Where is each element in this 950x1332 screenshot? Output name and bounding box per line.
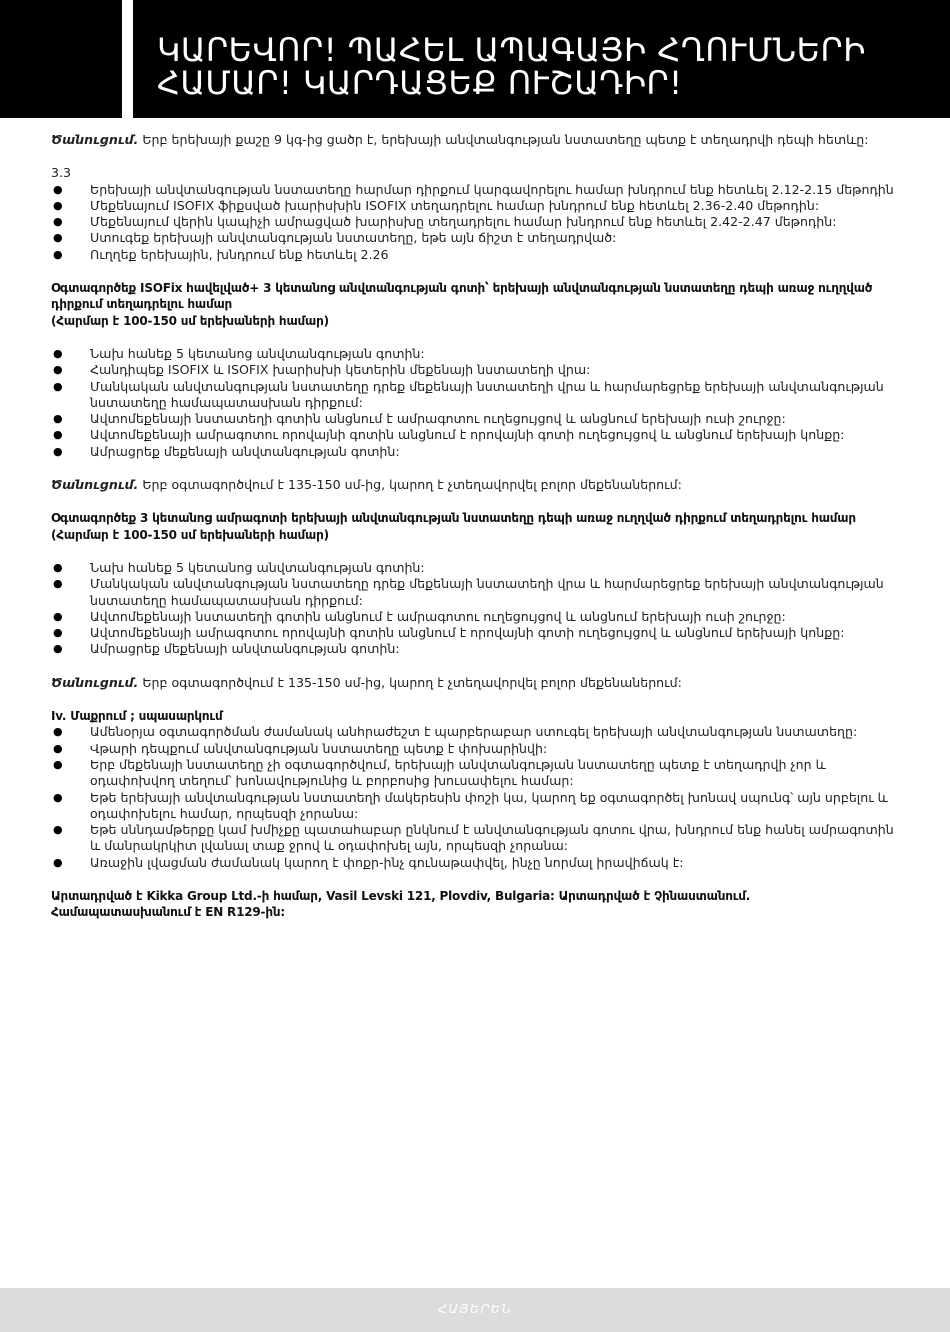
manufacturer-info	[51, 888, 901, 921]
list-item: ● Մեքենայում ISOFIX ֆիքսված խարիսխին ISOFIX տեղադրելու համար խնդրում ենք հետևել 2.36-2.40 մեթոդին:	[51, 198, 901, 214]
section-heading-isofix	[51, 280, 901, 329]
note-label: Ծանուցում.	[51, 477, 139, 493]
footer-bar	[0, 1288, 950, 1332]
heading-line: (Հարմար է 100-150 սմ երեխաների համար)	[51, 527, 329, 542]
list-item: ● Ամենօրյա օգտագործման ժամանակ անհրաժեշտ է պարբերաբար ստուգել երեխայի անվտանգության նստատեղը:	[51, 724, 901, 740]
list-item: ● Ստուգեք երեխայի անվտանգության նստատեղը, եթե այն ճիշտ է տեղադրված:	[51, 230, 901, 246]
section-number: 3.3	[51, 165, 72, 181]
list-item: ● Նախ հանեք 5 կետանոց անվտանգության գոտին:	[51, 346, 901, 362]
list-item: ● Հանդիպեք ISOFIX և ISOFIX խարիսխի կետերին մեքենայի նստատեղի վրա:	[51, 362, 901, 378]
list-item: ● Առաջին լվացման ժամանակ կարող է փոքր-ինչ գունաթափվել, ինչը նորմալ իրավիճակ է:	[51, 855, 901, 871]
note-label: Ծանուցում.	[51, 132, 139, 147]
note-paragraph	[51, 132, 901, 148]
section-heading-cleaning: Iv. Մաքրում ; սպասարկում	[51, 709, 223, 724]
list-item: ● Երբ մեքենայի նստատեղը չի օգտագործվում, երեխայի անվտանգության նստատեղը պետք է տեղադրվի չոր և օդափոխվող տեղում՝ խոնավությունից և բորբոսից խուսափելու համար:	[51, 757, 901, 790]
bullet-list-3point	[51, 560, 901, 658]
list-item: ● Մանկական անվտանգության նստատեղը դրեք մեքենայի նստատեղի վրա և հարմարեցրեք երեխայի անվտանգության նստատեղը համապատասխան դիրքում:	[51, 576, 901, 609]
bullet-list-3-3	[51, 182, 901, 263]
note-text: Երբ օգտագործվում է 135-150 սմ-ից, կարող է չտեղավորվել բոլոր մեքենաներում:	[138, 674, 682, 690]
list-item: ● Եթե սննդամթերքը կամ խմիչքը պատահաբար ընկնում է անվտանգության գոտու վրա, խնդրում ենք հանել ամրագոտին և մանրակրկիտ լվանալ տաք ջրով և օդափոխել այն, որպեսզի չորանա:	[51, 822, 901, 855]
footer-language-label: ՀԱՅԵՐԵՆ	[437, 1301, 513, 1316]
note-paragraph	[51, 675, 901, 691]
list-item: ● Ամրացրեք մեքենայի անվտանգության գոտին:	[51, 641, 901, 657]
section-heading-3point	[51, 510, 901, 543]
page-title-line2: ՀԱՄԱՐ! ԿԱՐԴԱՑԵՔ ՈՒՇԱԴԻՐ!	[157, 64, 683, 102]
page-title-line1: ԿԱՐԵՎՈՐ! ՊԱՀԵԼ ԱՊԱԳԱՅԻ ՀՂՈՒՄՆԵՐԻ	[157, 31, 866, 69]
note-label: Ծանուցում.	[51, 674, 139, 690]
list-item: ● Ավտոմեքենայի ամրագոտու որովայնի գոտին անցնում է որովայնի գոտի ուղեցույցով և անցնում երեխայի կոնքը:	[51, 427, 901, 443]
list-item: ● Ավտոմեքենայի նստատեղի գոտին անցնում է ամրագոտու ուղեցույցով և անցնում երեխայի ուսի շուրջը:	[51, 609, 901, 625]
list-item: ● Ուղղեք երեխային, խնդրում ենք հետևել 2.26	[51, 247, 901, 263]
note-text: Երբ երեխայի քաշը 9 կգ-ից ցածր է, երեխայի անվտանգության նստատեղը պետք է տեղադրվի դեպի հետևը:	[138, 132, 869, 147]
manufacturer-line: Արտադրված է Kikka Group Ltd.-ի համար, Vasil Levski 121, Plovdiv, Bulgaria: Արտադրված է Չինաստանում.	[51, 888, 751, 903]
compliance-line: Համապատասխանում է EN R129-ին:	[51, 905, 285, 920]
bullet-list-cleaning	[51, 724, 901, 871]
document-body	[51, 132, 901, 921]
list-item: ● Ավտոմեքենայի ամրագոտու որովայնի գոտին անցնում է որովայնի գոտի ուղեցույցով և անցնում երեխայի կոնքը:	[51, 625, 901, 641]
heading-line: (Հարմար է 100-150 սմ երեխաների համար)	[51, 313, 329, 328]
list-item: ● Ամրացրեք մեքենայի անվտանգության գոտին:	[51, 444, 901, 460]
list-item: ● Ավտոմեքենայի նստատեղի գոտին անցնում է ամրագոտու ուղեցույցով և անցնում երեխայի ուսի շուրջը:	[51, 411, 901, 427]
list-item: ● Երեխայի անվտանգության նստատեղը հարմար դիրքում կարգավորելու համար խնդրում ենք հետևել 2.12-2.15 մեթոդին	[51, 182, 901, 198]
heading-line: դիրքում տեղադրելու համար	[51, 297, 233, 312]
bullet-list-isofix	[51, 346, 901, 460]
heading-line: Օգտագործեք 3 կետանոց ամրագոտի երեխայի անվտանգության նստատեղը դեպի առաջ ուղղված դիրքում տեղադրելու համար	[51, 511, 856, 526]
page-title	[157, 31, 917, 102]
list-item: ● Մանկական անվտանգության նստատեղը դրեք մեքենայի նստատեղի վրա և հարմարեցրեք երեխայի անվտանգության նստատեղը համապատասխան դիրքում:	[51, 379, 901, 412]
header-left-block	[0, 0, 122, 118]
heading-line: Օգտագործեք ISOFix հավելված+ 3 կետանոց անվտանգության գոտի՝ երեխայի անվտանգության նստատեղը դեպի առաջ ուղղված	[51, 281, 873, 296]
list-item: ● Նախ հանեք 5 կետանոց անվտանգության գոտին:	[51, 560, 901, 576]
note-paragraph	[51, 477, 901, 493]
list-item: ● Մեքենայում վերին կապիչի ամրացված խարիսխը տեղադրելու համար խնդրում ենք հետևել 2.42-2.47 մեթոդին:	[51, 214, 901, 230]
list-item: ● Եթե երեխայի անվտանգության նստատեղի մակերեսին փոշի կա, կարող եք օգտագործել խոնավ սպունգ՝ այն սրբելու և օդափոխելու համար, որպեսզի չորանա:	[51, 790, 901, 823]
list-item: ● Վթարի դեպքում անվտանգության նստատեղը պետք է փոխարինվի:	[51, 741, 901, 757]
note-text: Երբ օգտագործվում է 135-150 սմ-ից, կարող է չտեղավորվել բոլոր մեքենաներում:	[138, 477, 682, 493]
